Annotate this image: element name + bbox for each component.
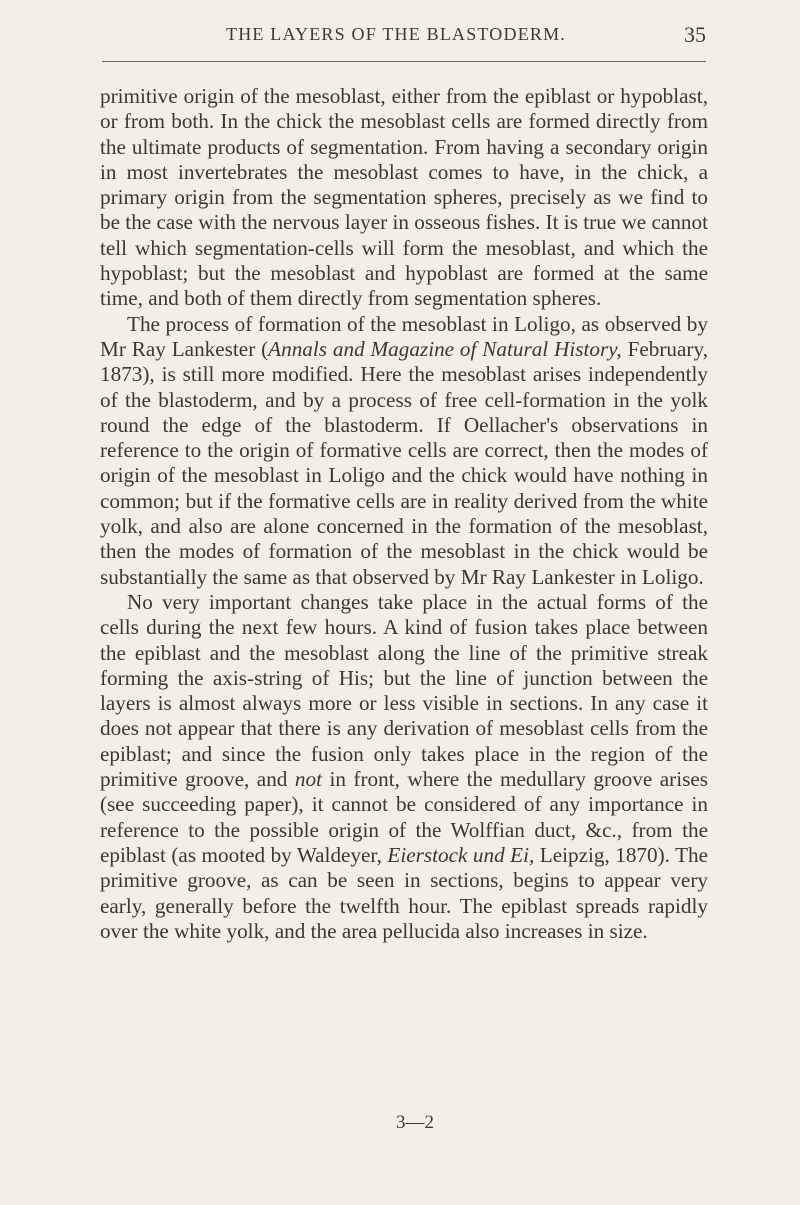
citation-annals: Annals and Magazine of Natural History, (268, 336, 622, 361)
paragraph-1-text: primitive origin of the mesoblast, either from the epiblast or hypoblast, or from both. In the chick the mesoblast cells are formed directly from the ultimate products of segmentation. From having a secondary origin in most invertebrates the mesoblast comes to have, in the chick, a primary origin from the segmentation spheres, precisely as we find to be the case with the nervous layer in osseous fishes. It is true we cannot tell which segmentation-cells will form the mesoblast, and which the hypoblast; but the mesoblast and hypoblast are formed at the same time, and both of them directly from segmentation spheres. (100, 84, 708, 311)
signature-mark: 3—2 (396, 1112, 434, 1133)
running-head (0, 18, 800, 50)
running-title: THE LAYERS OF THE BLASTODERM. (226, 24, 567, 44)
paragraph-3-text-a: No very important changes take place in the actual forms of the cells during the next few hours. A kind of fusion takes place between the epiblast and the mesoblast along the line of the primitive streak forming the axis-string of His; but the line of junction between the layers is almost always more or less visible in sections. In any case it does not appear that there is any derivation of mesoblast cells from the epiblast; and since the fusion only takes place in the region of the primitive groove, and (100, 589, 708, 792)
page-number: 35 (684, 22, 706, 47)
header-rule (102, 61, 706, 62)
emphasis-not: not (294, 767, 322, 792)
paragraph-1 (100, 84, 708, 312)
paragraph-2-text-a: The process of formation of the mesoblast in Loligo, as observed by Mr Ray Lankester ( (100, 311, 708, 361)
paragraph-3-text-c: Leipzig, 1870). The primitive groove, as can be seen in sections, begins to appear very early, generally before the twelfth hour. The epiblast spreads rapidly over the white yolk, and the area pellucida also increases in size. (100, 842, 709, 943)
paragraph-3 (100, 590, 708, 944)
body-text (100, 84, 708, 944)
paragraph-2 (100, 312, 708, 590)
paragraph-2-text-b: February, 1873), is still more modified. Here the mesoblast arises independently of the blastoderm, and by a process of free cell-formation in the yolk round the edge of the blastoderm. If Oellacher's observations in reference to the origin of formative cells are correct, then the modes of origin of the mesoblast in Loligo and the chick would have nothing in common; but if the formative cells are in reality derived from the white yolk, and also are alone concerned in the formation of the mesoblast, then the modes of formation of the mesoblast in the chick would be substantially the same as that observed by Mr Ray Lankester in Loligo. (100, 336, 708, 589)
citation-eierstock: Eierstock und Ei, (387, 842, 535, 867)
paragraph-3-text-b: in front, where the medullary groove arises (see succeeding paper), it cannot be considered of any importance in reference to the possible origin of the Wolffian duct, &c., from the epiblast (as mooted by Waldeyer, (100, 767, 708, 867)
